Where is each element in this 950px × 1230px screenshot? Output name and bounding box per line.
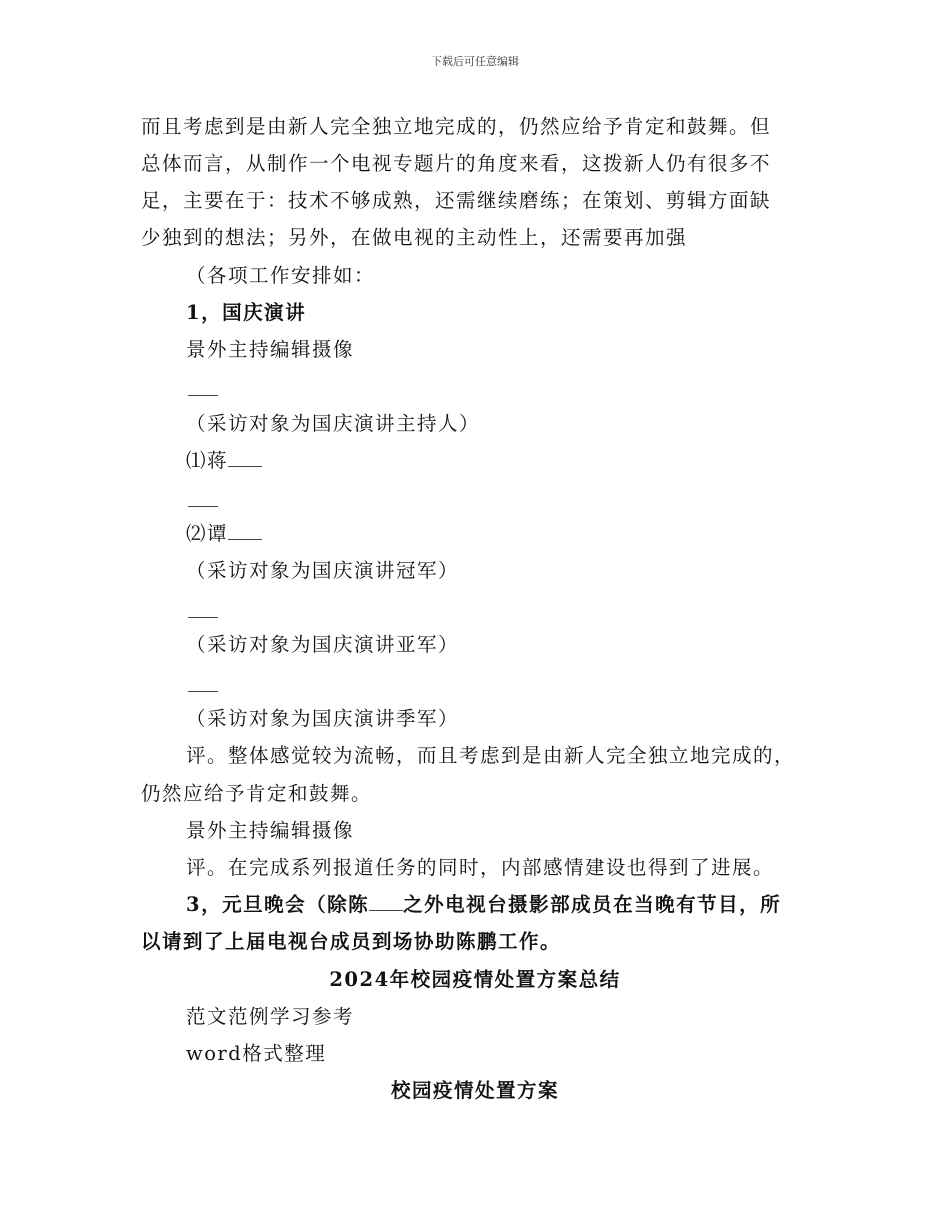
paragraph-line: 仍然应给予肯定和鼓舞。: [141, 782, 373, 805]
interview-note: （采访对象为国庆演讲亚军）: [186, 633, 460, 656]
note-line: 范文范例学习参考: [186, 1005, 355, 1028]
document-title: 2024年校园疫情处置方案总结: [329, 968, 621, 991]
blank-rule: [188, 617, 218, 618]
page-header: 下载后可任意编辑: [431, 55, 519, 68]
paragraph-line: 少独到的想法；另外，在做电视的主动性上，还需要再加强: [141, 226, 688, 249]
roles-line: 景外主持编辑摄像: [186, 338, 355, 361]
paragraph-line: 总体而言，从制作一个电视专题片的角度来看，这拨新人仍有很多不: [141, 152, 772, 175]
list-item-label: ⑴蒋: [186, 449, 229, 472]
interview-note: （采访对象为国庆演讲主持人）: [186, 412, 481, 435]
interview-note: （采访对象为国庆演讲季军）: [186, 707, 460, 730]
section-heading-line: 以请到了上届电视台成员到场协助陈鹏工作。: [141, 930, 562, 953]
paragraph-line: 评。整体感觉较为流畅，而且考虑到是由新人完全独立地完成的，: [186, 744, 796, 767]
blank-rule: [188, 506, 218, 507]
document-subtitle: 校园疫情处置方案: [390, 1079, 559, 1102]
paragraph-line: 而且考虑到是由新人完全独立地完成的，仍然应给予肯定和鼓舞。但: [141, 115, 772, 138]
heading-part: 3，元旦晚会（除陈: [186, 893, 370, 916]
list-item: [186, 520, 262, 548]
paragraph-line: 足，主要在于：技术不够成熟，还需继续磨练；在策划、剪辑方面缺: [141, 189, 772, 212]
section-heading: [186, 891, 781, 919]
heading-part: 之外电视台摄影部成员在当晚有节目，所: [403, 893, 782, 916]
section-heading: 1，国庆演讲: [186, 301, 307, 324]
paragraph-line: （各项工作安排如：: [186, 264, 376, 287]
blank-rule: [188, 395, 218, 396]
paragraph-line: 评。在完成系列报道任务的同时，内部感情建设也得到了进展。: [186, 856, 775, 879]
interview-note: （采访对象为国庆演讲冠军）: [186, 559, 460, 582]
blank-field: [369, 892, 403, 911]
blank-field: [228, 448, 262, 467]
blank-field: [228, 521, 262, 540]
roles-line: 景外主持编辑摄像: [186, 819, 355, 842]
note-line: word格式整理: [186, 1042, 327, 1065]
list-item-label: ⑵谭: [186, 522, 229, 545]
list-item: [186, 447, 262, 475]
blank-rule: [188, 691, 218, 692]
